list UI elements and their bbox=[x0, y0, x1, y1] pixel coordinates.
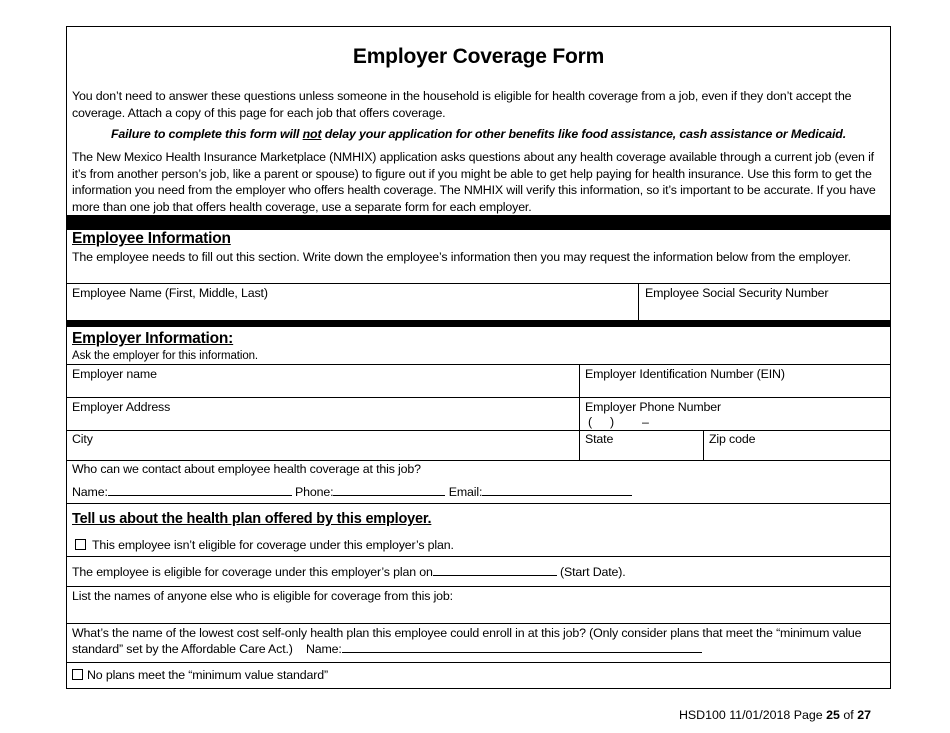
phone-dash: – bbox=[642, 415, 649, 429]
employer-address-label: Employer Address bbox=[72, 400, 171, 414]
employee-ssn-field[interactable] bbox=[639, 284, 889, 320]
divider bbox=[67, 623, 890, 624]
employer-phone-label: Employer Phone Number bbox=[585, 400, 721, 414]
contact-name-field[interactable] bbox=[108, 485, 292, 496]
divider bbox=[67, 662, 890, 663]
employer-section-instructions: Ask the employer for this information. bbox=[72, 350, 259, 362]
contact-email-field[interactable] bbox=[482, 485, 632, 496]
lowest-cost-name-field[interactable] bbox=[342, 642, 702, 653]
state-label: State bbox=[585, 432, 614, 446]
no-plans-row bbox=[72, 668, 328, 682]
section-divider-bar bbox=[67, 215, 890, 230]
notice-text bbox=[67, 127, 890, 141]
city-label: City bbox=[72, 432, 93, 446]
footer-of: of bbox=[843, 708, 854, 722]
employee-ssn-label: Employee Social Security Number bbox=[645, 286, 829, 300]
footer-page-number: 25 bbox=[826, 708, 840, 722]
notice-after: delay your application for other benefits like food assistance, cash assistance or Medicaid. bbox=[321, 127, 846, 141]
employer-ein-label: Employer Identification Number (EIN) bbox=[585, 367, 785, 381]
lowest-cost-question: What’s the name of the lowest cost self-only health plan this employee could enroll in at this job? (Only consider plans that meet the “minimum value bbox=[72, 626, 862, 640]
city-field[interactable] bbox=[68, 431, 578, 460]
contact-phone-label: Phone: bbox=[295, 485, 334, 499]
employer-coverage-form bbox=[66, 26, 891, 689]
plan-section-heading: Tell us about the health plan offered by this employer. bbox=[72, 511, 432, 527]
footer-total-pages: 27 bbox=[857, 708, 871, 722]
start-date-field[interactable] bbox=[433, 565, 557, 576]
no-plans-checkbox[interactable] bbox=[72, 669, 83, 680]
divider bbox=[67, 503, 890, 504]
zip-field[interactable] bbox=[704, 431, 889, 460]
no-plans-label: No plans meet the “minimum value standard” bbox=[87, 668, 328, 682]
notice-before: Failure to complete this form will bbox=[110, 127, 303, 141]
zip-label: Zip code bbox=[709, 432, 756, 446]
phone-close-paren: ) bbox=[610, 415, 614, 429]
footer-code: HSD100 11/01/2018 Page bbox=[678, 708, 823, 722]
not-eligible-checkbox[interactable] bbox=[75, 539, 86, 550]
description-paragraph: The New Mexico Health Insurance Marketplace (NMHIX) application asks questions about any health coverage available through a current job (even if it’s from another person’s job, like a parent or spouse) to figure out if you might be able to get help paying for health insurance. Use this form to get the information you need from the employer who offers health coverage. The NMHIX will verify this information, so it’s important to be accurate. If you have more than one job that offers health coverage, use a separate form for each employer. bbox=[72, 150, 876, 214]
contact-name-label: Name: bbox=[72, 485, 108, 499]
employee-section-instructions: The employee needs to fill out this section. Write down the employee’s information then you may request the information below from the employer. bbox=[72, 250, 851, 264]
employer-address-field[interactable] bbox=[68, 398, 578, 430]
contact-phone-field[interactable] bbox=[333, 485, 445, 496]
page-title: Employer Coverage Form bbox=[352, 45, 605, 68]
employer-section-heading: Employer Information: bbox=[72, 330, 234, 347]
contact-email-label: Email: bbox=[448, 485, 483, 499]
eligible-before: The employee is eligible for coverage under this employer’s plan on bbox=[72, 565, 433, 579]
others-field[interactable] bbox=[68, 605, 889, 623]
contact-line bbox=[72, 485, 632, 499]
employer-name-field[interactable] bbox=[68, 365, 578, 397]
employee-name-field[interactable] bbox=[68, 284, 638, 320]
notice-underlined: not bbox=[302, 127, 322, 141]
section-divider-bar bbox=[67, 320, 890, 327]
divider bbox=[67, 460, 890, 461]
divider bbox=[67, 556, 890, 557]
employee-section-heading: Employee Information bbox=[72, 230, 231, 247]
eligible-after: (Start Date). bbox=[560, 565, 626, 579]
contact-question: Who can we contact about employee health coverage at this job? bbox=[72, 462, 421, 476]
page-footer bbox=[679, 708, 871, 722]
eligible-line bbox=[72, 565, 626, 579]
lowest-cost-line bbox=[72, 642, 702, 656]
intro-paragraph: You don’t need to answer these questions unless someone in the household is eligible for health coverage from a job, even if they don’t accept the coverage. Attach a copy of this page for each job that offers coverage. bbox=[72, 89, 852, 120]
not-eligible-row bbox=[75, 538, 454, 552]
state-field[interactable] bbox=[580, 431, 703, 460]
employer-name-label: Employer name bbox=[72, 367, 157, 381]
lowest-cost-cont: standard” set by the Affordable Care Act.) bbox=[72, 642, 293, 656]
employer-phone-field[interactable] bbox=[580, 398, 889, 430]
divider bbox=[67, 586, 890, 587]
employer-ein-field[interactable] bbox=[580, 365, 889, 397]
lowest-cost-name-label: Name: bbox=[305, 642, 342, 656]
not-eligible-label: This employee isn’t eligible for coverage under this employer’s plan. bbox=[92, 538, 454, 552]
phone-open-paren: ( bbox=[588, 415, 592, 429]
others-label: List the names of anyone else who is eligible for coverage from this job: bbox=[72, 589, 453, 603]
employee-name-label: Employee Name (First, Middle, Last) bbox=[72, 286, 268, 300]
